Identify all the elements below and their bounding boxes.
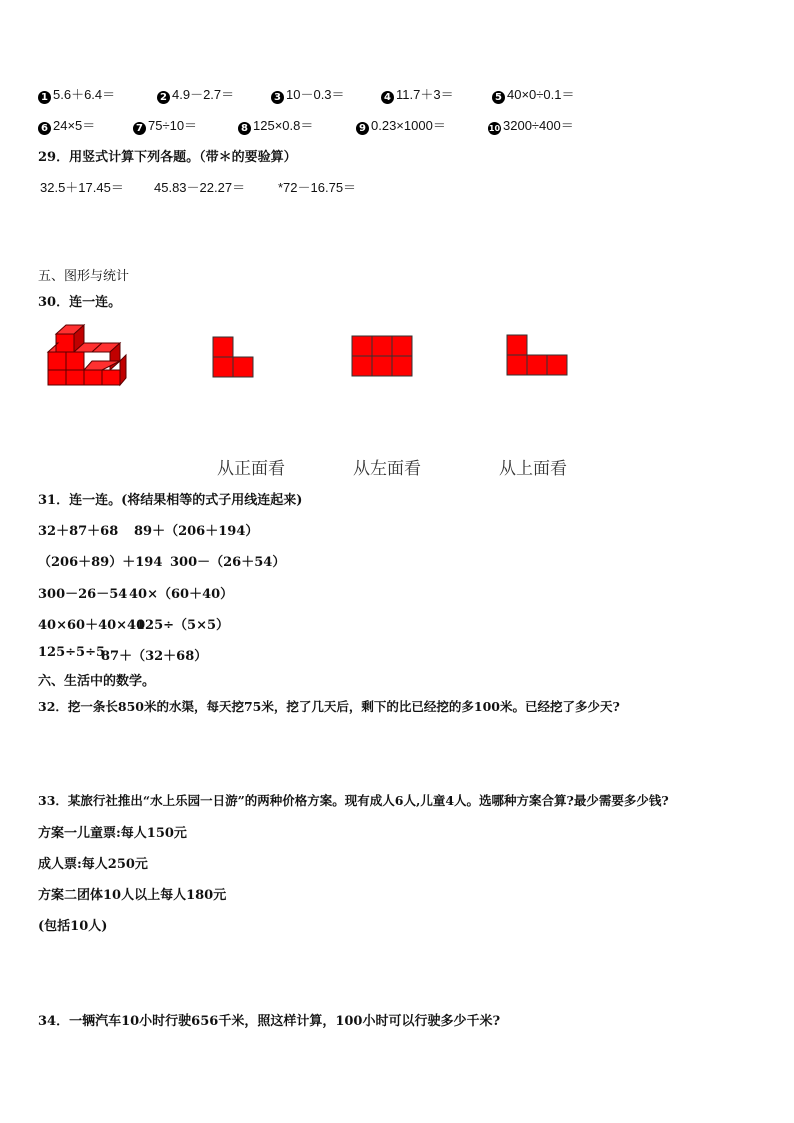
oral-calc-5	[492, 84, 575, 104]
q33-line-2: 成人票:每人250元	[38, 857, 148, 872]
oral-calc-2	[157, 84, 234, 104]
expression: 24×5＝	[53, 118, 96, 133]
cube-stack-3d-figure	[40, 320, 130, 386]
q34-text: 34．一辆汽车10小时行驶656千米，照这样计算，100小时可以行驶多少千米?	[38, 1014, 501, 1029]
view-shape-rectangle	[351, 335, 413, 377]
oral-calc-3	[271, 84, 345, 104]
q29-item-3: *72－16.75＝	[278, 180, 357, 195]
section-5-heading: 五、图形与统计	[38, 269, 130, 284]
expression: 125×0.8＝	[253, 118, 314, 133]
number-badge: 4	[381, 91, 394, 104]
number-badge: 1	[38, 91, 51, 104]
section-6-heading: 六、生活中的数学。	[38, 674, 156, 689]
q32-text: 32．挖一条长850米的水渠，每天挖75米，挖了几天后，剩下的比已经挖的多100米。已经挖了多少天?	[38, 699, 620, 714]
q33-line-4: (包括10人)	[38, 919, 108, 934]
q30-title: 30．连一连。	[38, 295, 122, 310]
number-badge: 8	[238, 122, 251, 135]
expression: 10－0.3＝	[286, 87, 345, 102]
view-shape-l	[212, 336, 256, 378]
q29-item-2: 45.83－22.27＝	[154, 180, 246, 195]
view-label-left: 从左面看	[353, 459, 421, 479]
oral-calc-8	[238, 115, 313, 135]
number-badge: 6	[38, 122, 51, 135]
oral-calc-4	[381, 84, 454, 104]
q31-left-4: 40×60＋40×40	[38, 618, 146, 633]
q33-title: 33．某旅行社推出“水上乐园一日游”的两种价格方案。现有成人6人,儿童4人。选哪种方案合算?最少需要多少钱?	[38, 793, 669, 808]
q29-item-1: 32.5＋17.45＝	[40, 180, 124, 195]
expression: 75÷10＝	[148, 118, 198, 133]
view-shape-long-l	[506, 334, 568, 376]
expression: 4.9－2.7＝	[172, 87, 235, 102]
expression: 11.7＋3＝	[396, 87, 454, 102]
q31-left-1: 32＋87＋68	[38, 524, 119, 539]
expression: 3200÷400＝	[503, 118, 574, 133]
number-badge: 2	[157, 91, 170, 104]
oral-calc-1	[38, 84, 115, 104]
number-badge: 7	[133, 122, 146, 135]
expression: 5.6＋6.4＝	[53, 87, 116, 102]
number-badge: 9	[356, 122, 369, 135]
expression: 40×0÷0.1＝	[507, 87, 575, 102]
q31-left-5: 125÷5÷5	[38, 645, 106, 660]
oral-calc-7	[133, 115, 197, 135]
q31-left-2: （206＋89）＋194	[38, 555, 163, 570]
q31-right-4: 125÷（5×5）	[136, 618, 230, 633]
q31-right-5: 87＋（32＋68）	[101, 649, 208, 664]
oral-calc-10	[488, 115, 574, 135]
q31-left-3: 300－26－54	[38, 587, 128, 602]
number-badge: 5	[492, 91, 505, 104]
view-label-front: 从正面看	[217, 459, 285, 479]
expression: 0.23×1000＝	[371, 118, 446, 133]
q31-right-3: 40×（60＋40）	[129, 587, 234, 602]
q31-right-2: 300－（26＋54）	[170, 555, 286, 570]
number-badge: 3	[271, 91, 284, 104]
q31-right-1: 89＋（206＋194）	[134, 524, 259, 539]
q29-title: 29．用竖式计算下列各题。（带＊的要验算）	[38, 150, 297, 165]
oral-calc-9	[356, 115, 446, 135]
oral-calc-6	[38, 115, 95, 135]
q31-title: 31．连一连。(将结果相等的式子用线连起来)	[38, 493, 303, 508]
view-label-top: 从上面看	[499, 459, 567, 479]
q33-line-1: 方案一儿童票:每人150元	[38, 826, 187, 841]
number-badge: 10	[488, 124, 501, 133]
q33-line-3: 方案二团体10人以上每人180元	[38, 888, 227, 903]
